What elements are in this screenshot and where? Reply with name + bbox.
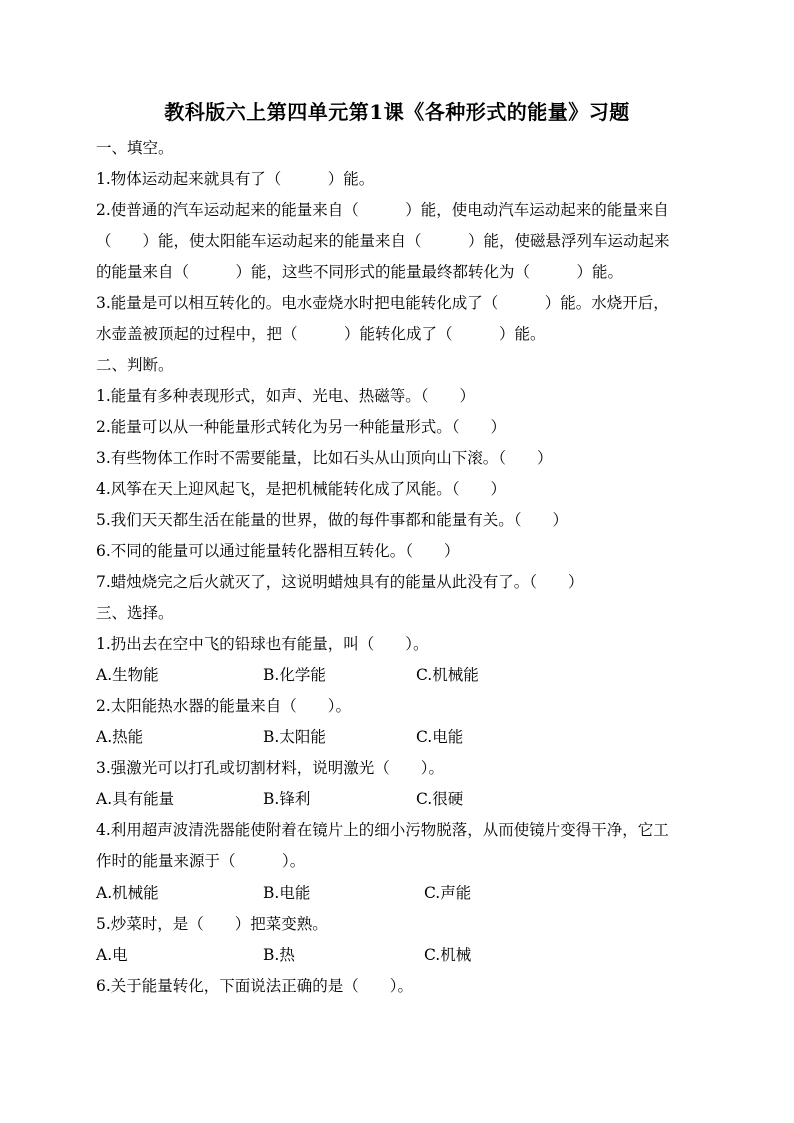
judge-item-3: 3.有些物体工作时不需要能量，比如石头从山顶向山下滚。（ ） — [96, 449, 553, 467]
judge-item-1: 1.能量有多种表现形式，如声、光电、热磁等。（ ） — [96, 387, 476, 405]
section-heading-choice: 三、选择。 — [96, 604, 174, 622]
judge-item-2: 2.能量可以从一种能量形式转化为另一种能量形式。（ ） — [96, 418, 507, 436]
choice-question-3: 3.强激光可以打孔或切割材料，说明激光（ ）。 — [96, 759, 445, 777]
choice-1-option-a: A.生物能 — [96, 666, 159, 684]
choice-5-option-b: B.热 — [263, 946, 295, 964]
choice-2-option-b: B.太阳能 — [263, 728, 326, 746]
choice-4-option-a: A.机械能 — [96, 884, 159, 902]
page-title: 教科版六上第四单元第1课《各种形式的能量》习题 — [164, 100, 630, 124]
section-heading-fill-blank: 一、填空。 — [96, 139, 174, 157]
fill-blank-line-5: 3.能量是可以相互转化的。电水壶烧水时把电能转化成了（ ）能。水烧开后， — [96, 294, 669, 312]
choice-2-option-a: A.热能 — [96, 728, 144, 746]
choice-5-option-a: A.电 — [96, 946, 128, 964]
judge-item-7: 7.蜡烛烧完之后火就灭了，这说明蜡烛具有的能量从此没有了。（ ） — [96, 573, 584, 591]
choice-question-1: 1.扔出去在空中飞的铅球也有能量，叫（ ）。 — [96, 635, 429, 653]
choice-question-4: 4.利用超声波清洗器能使附着在镜片上的细小污物脱落，从而使镜片变得干净，它工 — [96, 821, 669, 839]
choice-3-option-a: A.具有能量 — [96, 790, 175, 808]
judge-item-6: 6.不同的能量可以通过能量转化器相互转化。（ ） — [96, 542, 460, 560]
choice-question-5: 5.炒菜时，是（ ）把菜变熟。 — [96, 915, 328, 933]
fill-blank-line-2: 2.使普通的汽车运动起来的能量来自（ ）能，使电动汽车运动起来的能量来自 — [96, 201, 669, 219]
choice-question-6: 6.关于能量转化，下面说法正确的是（ ）。 — [96, 977, 414, 995]
choice-4-option-b: B.电能 — [263, 884, 311, 902]
choice-question-2: 2.太阳能热水器的能量来自（ ）。 — [96, 697, 352, 715]
fill-blank-line-4: 的能量来自（ ）能，这些不同形式的能量最终都转化为（ ）能。 — [96, 263, 624, 281]
fill-blank-line-3: （ ）能，使太阳能车运动起来的能量来自（ ）能，使磁悬浮列车运动起来 — [96, 232, 670, 250]
judge-item-4: 4.风筝在天上迎风起飞，是把机械能转化成了风能。（ ） — [96, 480, 507, 498]
choice-1-option-c: C.机械能 — [416, 666, 479, 684]
choice-5-option-c: C.机械 — [424, 946, 472, 964]
choice-4-option-c: C.声能 — [424, 884, 472, 902]
choice-1-option-b: B.化学能 — [263, 666, 326, 684]
section-heading-judge: 二、判断。 — [96, 356, 174, 374]
fill-blank-line-1: 1.物体运动起来就具有了（ ）能。 — [96, 170, 375, 188]
choice-3-option-c: C.很硬 — [416, 790, 464, 808]
fill-blank-line-6: 水壶盖被顶起的过程中，把（ ）能转化成了（ ）能。 — [96, 325, 546, 343]
judge-item-5: 5.我们天天都生活在能量的世界，做的每件事都和能量有关。（ ） — [96, 511, 569, 529]
choice-question-4-cont: 作时的能量来源于（ ）。 — [96, 852, 306, 870]
choice-3-option-b: B.锋利 — [263, 790, 311, 808]
choice-2-option-c: C.电能 — [416, 728, 464, 746]
